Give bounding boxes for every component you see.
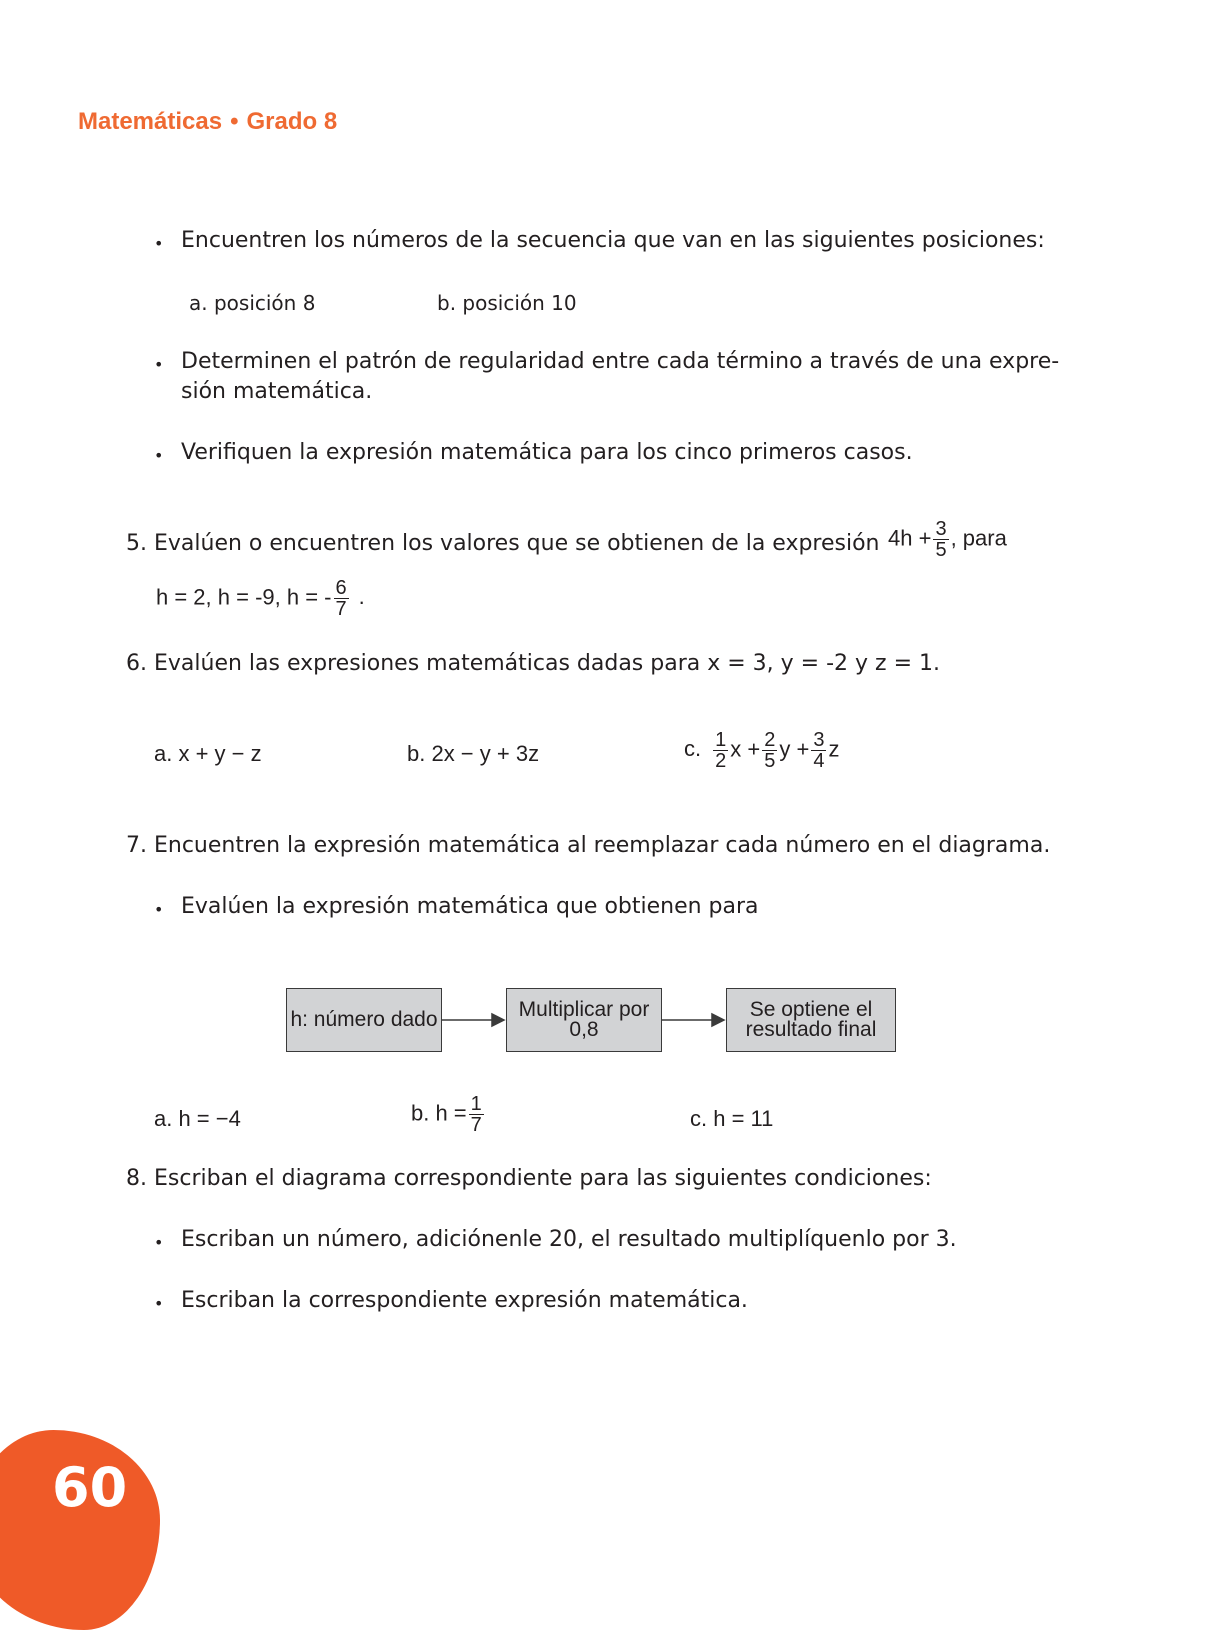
q6-c-term: x +	[730, 736, 761, 762]
bullet-dot: •	[154, 1294, 164, 1313]
q5-tail: , para	[950, 525, 1007, 551]
q7-option-b	[411, 1094, 486, 1135]
diagram-box-output: Se optiene el resultado final	[726, 988, 896, 1052]
q6-option-a: a. x + y − z	[154, 741, 262, 766]
bullet-dot: •	[154, 234, 164, 253]
fraction-numerator: 2	[764, 729, 776, 751]
header-separator: •	[230, 108, 239, 135]
q7-b-lead: b. h =	[411, 1100, 467, 1126]
diagram-box-operation: Multiplicar por 0,8	[506, 988, 662, 1052]
bullet-dot: •	[154, 900, 164, 919]
page-number: 60	[52, 1456, 128, 1519]
arrow-head	[712, 1014, 724, 1026]
option-a: a. posición 8	[189, 291, 316, 315]
question-8: 8. Escriban el diagrama correspondiente para las siguientes condiciones:	[126, 1166, 932, 1191]
option-b: b. posición 10	[437, 291, 577, 315]
q5-values-text: h = 2, h = -9, h = -	[156, 584, 332, 610]
fraction-denominator: 5	[935, 539, 947, 561]
fraction-denominator: 2	[715, 750, 727, 772]
fraction-numerator: 3	[813, 729, 825, 751]
diagram-box-input: h: número dado	[286, 988, 442, 1052]
bullet-dot: •	[154, 1233, 164, 1252]
fraction-numerator: 3	[935, 518, 947, 540]
bullet-dot: •	[154, 355, 164, 374]
fraction-denominator: 7	[470, 1114, 482, 1136]
q6-c-label: c.	[684, 736, 702, 762]
fraction-denominator: 7	[335, 598, 347, 620]
q5-values-end: .	[358, 584, 365, 610]
bullet-text: Verifiquen la expresión matemática para los cinco primeros casos.	[181, 440, 913, 465]
bullet-text: Encuentren los números de la secuencia que van en las siguientes posiciones:	[181, 228, 1045, 253]
q7-option-a: a. h = −4	[154, 1106, 241, 1131]
q6-c-term: y +	[779, 736, 810, 762]
q8-bullet-text: Escriban un número, adiciónenle 20, el resultado multiplíquenlo por 3.	[181, 1227, 957, 1252]
q7-option-c: c. h = 11	[690, 1106, 774, 1131]
fraction-numerator: 6	[335, 577, 347, 599]
question-7: 7. Encuentren la expresión matemática al reemplazar cada número en el diagrama.	[126, 833, 1051, 858]
subject-title: Matemáticas	[78, 108, 223, 135]
fraction-denominator: 4	[813, 750, 825, 772]
bullet-dot: •	[154, 446, 164, 465]
fraction-numerator: 1	[470, 1093, 482, 1115]
question-6: 6. Evalúen las expresiones matemáticas dadas para x = 3, y = -2 y z = 1.	[126, 651, 940, 676]
q6-c-term: z	[828, 736, 840, 762]
fraction-denominator: 5	[764, 750, 776, 772]
q7-bullet-text: Evalúen la expresión matemática que obtienen para	[181, 894, 759, 919]
bullet-text-continuation: sión matemática.	[181, 379, 373, 404]
q5-expression-lead: 4h +	[888, 525, 932, 551]
q7-b-fraction	[469, 1094, 484, 1135]
fraction-numerator: 1	[715, 729, 727, 751]
arrow-head	[492, 1014, 504, 1026]
bullet-text: Determinen el patrón de regularidad entre cada término a través de una expre-	[181, 349, 1060, 374]
q8-bullet-text: Escriban la correspondiente expresión matemática.	[181, 1288, 748, 1313]
grade-title: Grado 8	[246, 108, 338, 135]
question-5: 5. Evalúen o encuentren los valores que se obtienen de la expresión	[126, 531, 880, 556]
q6-option-b: b. 2x − y + 3z	[407, 741, 540, 766]
